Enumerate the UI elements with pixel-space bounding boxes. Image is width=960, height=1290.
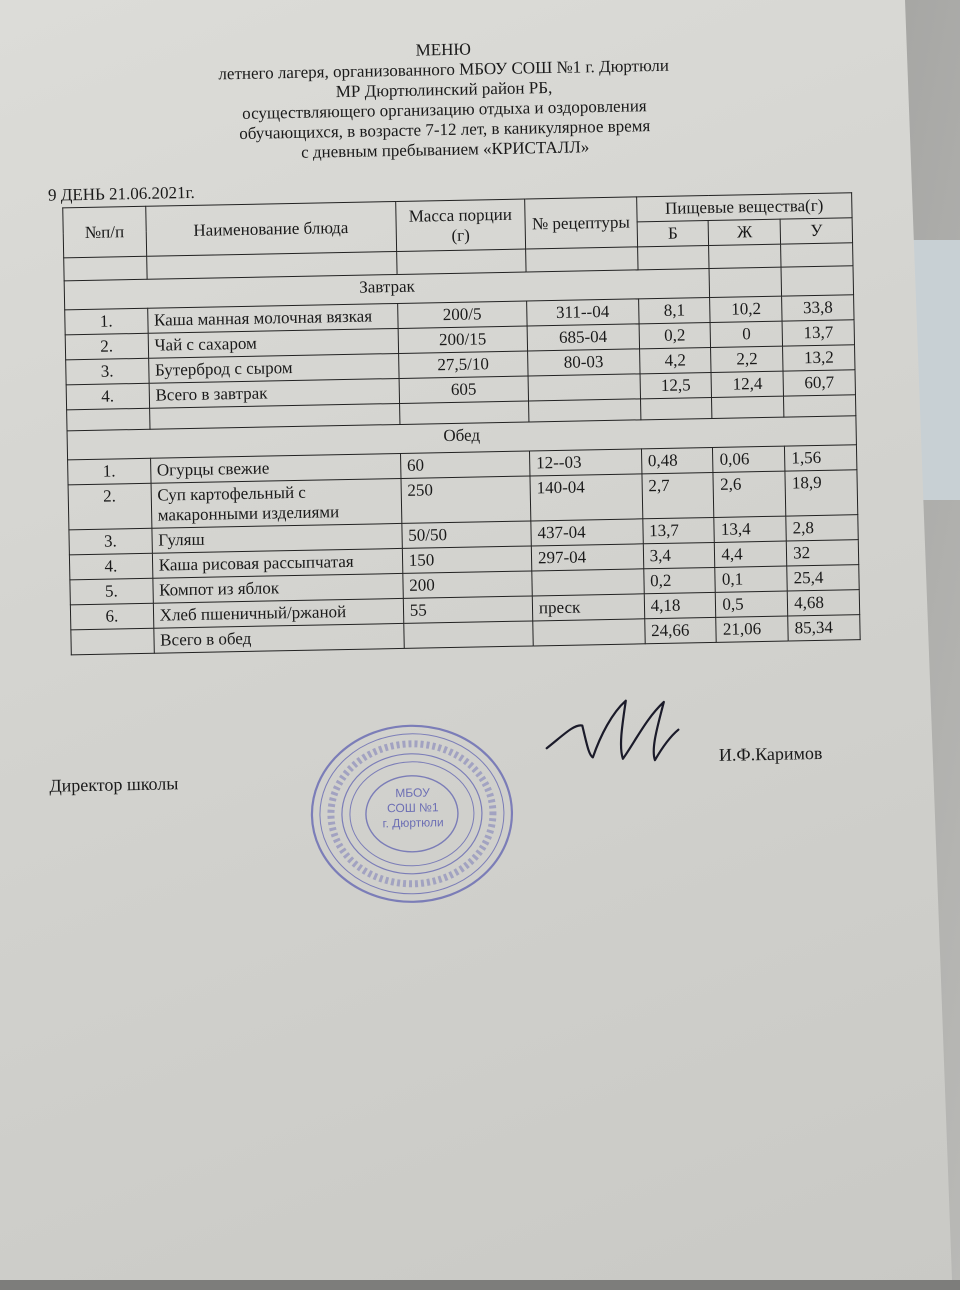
cell-z: 0,06 <box>713 446 785 472</box>
cell-num: 4. <box>66 383 149 410</box>
cell-u: 13,7 <box>782 320 854 346</box>
cell-num: 4. <box>69 553 152 580</box>
cell-name: Хлеб пшеничный/ржаной <box>153 598 404 628</box>
cell-u: 85,34 <box>788 615 860 641</box>
cell-b: 8,1 <box>638 297 710 323</box>
cell-recipe <box>528 374 640 401</box>
cell-u: 13,2 <box>783 345 855 371</box>
cell-z: 13,4 <box>714 516 786 542</box>
cell-u: 4,68 <box>787 590 859 616</box>
cell-mass: 200/15 <box>398 326 528 353</box>
cell-recipe: 685-04 <box>527 324 639 351</box>
cell-name: Всего в обед <box>153 623 404 653</box>
cell-u: 33,8 <box>782 295 854 321</box>
cell-z: 10,2 <box>710 296 782 322</box>
cell-b: 24,66 <box>644 617 716 643</box>
cell-mass: 60 <box>400 451 530 478</box>
header-line: осуществляющего организацию отдыха и оздоровления <box>242 96 647 123</box>
header-line: с дневным пребыванием «КРИСТАЛЛ» <box>300 137 590 162</box>
cell-recipe: 80-03 <box>528 349 640 376</box>
cell-name: Чай с сахаром <box>148 328 399 358</box>
cell-z: 0,1 <box>715 566 787 592</box>
cell-z: 21,06 <box>716 616 788 642</box>
cell-name: Гуляш <box>152 523 403 553</box>
cell-z: 2,6 <box>713 471 786 517</box>
cell-mass: 605 <box>399 376 529 403</box>
cell-recipe: 437-04 <box>531 519 643 546</box>
document-header <box>113 34 775 167</box>
cell-recipe: преск <box>532 594 644 621</box>
cell-num: 1. <box>68 458 151 485</box>
cell-u: 18,9 <box>785 470 858 516</box>
director-name: И.Ф.Каримов <box>718 742 823 765</box>
cell-mass <box>403 621 533 648</box>
cell-u: 60,7 <box>783 370 855 396</box>
signature-icon <box>542 693 694 776</box>
cell-b: 0,2 <box>643 567 715 593</box>
table-cell <box>709 267 781 297</box>
section-title: Обед <box>67 416 856 460</box>
cell-u: 32 <box>786 540 858 566</box>
section-title: Завтрак <box>64 268 710 309</box>
cell-z: 12,4 <box>711 371 783 397</box>
cell-num: 1. <box>65 308 148 335</box>
cell-z: 4,4 <box>715 541 787 567</box>
cell-name: Всего в завтрак <box>149 378 400 408</box>
cell-z: 0,5 <box>716 591 788 617</box>
cell-mass: 50/50 <box>402 521 532 548</box>
header-u: У <box>780 218 852 244</box>
cell-num: 3. <box>66 358 149 385</box>
stamp-line: МБОУ <box>395 785 430 801</box>
cell-b: 2,7 <box>642 472 715 518</box>
cell-recipe <box>533 619 645 646</box>
cell-b: 0,2 <box>639 322 711 348</box>
cell-name: Каша манная молочная вязкая <box>147 303 398 333</box>
cell-u: 25,4 <box>787 565 859 591</box>
header-line: обучающихся, в возрасте 7-12 лет, в каникулярное время <box>239 116 651 143</box>
cell-b: 4,18 <box>644 592 716 618</box>
director-label: Директор школы <box>49 773 179 796</box>
cell-b: 0,48 <box>641 447 713 473</box>
table-cell <box>781 266 853 296</box>
cell-mass: 27,5/10 <box>398 351 528 378</box>
stamp-text <box>367 785 458 832</box>
cell-recipe: 311--04 <box>527 299 639 326</box>
menu-table <box>62 192 860 655</box>
cell-num: 2. <box>68 483 151 530</box>
header-nutrients: Пищевые вещества(г) <box>636 193 852 222</box>
cell-name: Бутерброд с сыром <box>148 353 399 383</box>
header-b: Б <box>637 221 709 247</box>
header-recipe: № рецептуры <box>525 197 638 249</box>
header-z: Ж <box>709 219 781 245</box>
header-line: МР Дюртюлинский район РБ, <box>335 77 553 102</box>
cell-name: Огурцы свежие <box>150 453 401 483</box>
cell-b: 3,4 <box>643 542 715 568</box>
cell-z: 0 <box>710 321 782 347</box>
cell-mass: 250 <box>401 476 531 523</box>
cell-name: Компот из яблок <box>152 573 403 603</box>
cell-recipe: 140-04 <box>530 474 643 521</box>
header-num: №п/п <box>63 206 147 258</box>
cell-name: Суп картофельный с макаронными изделиями <box>151 478 402 528</box>
header-name: Наименование блюда <box>145 202 396 257</box>
cell-b: 13,7 <box>642 517 714 543</box>
stamp-line: г. Дюртюли <box>382 815 444 831</box>
header-title: МЕНЮ <box>415 39 472 60</box>
cell-z: 2,2 <box>711 346 783 372</box>
cell-num: 2. <box>65 333 148 360</box>
cell-mass: 55 <box>403 596 533 623</box>
day-label: 9 ДЕНЬ 21.06.2021г. <box>47 182 195 205</box>
cell-num <box>71 628 154 655</box>
cell-u: 2,8 <box>786 515 858 541</box>
cell-u: 1,56 <box>785 445 857 471</box>
cell-recipe <box>532 569 644 596</box>
cell-num: 6. <box>70 603 153 630</box>
cell-num: 3. <box>69 528 152 555</box>
cell-b: 12,5 <box>640 372 712 398</box>
header-line: летнего лагеря, организованного МБОУ СОШ №1 г. Дюртюли <box>218 55 670 84</box>
cell-mass: 150 <box>402 546 532 573</box>
stamp-line: СОШ №1 <box>386 800 439 816</box>
cell-b: 4,2 <box>639 347 711 373</box>
cell-name: Каша рисовая рассыпчатая <box>152 548 403 578</box>
header-mass: Масса порции (г) <box>395 199 525 251</box>
cell-num: 5. <box>70 578 153 605</box>
cell-mass: 200 <box>403 571 533 598</box>
cell-recipe: 12--03 <box>529 449 641 476</box>
cell-mass: 200/5 <box>397 301 527 328</box>
cell-recipe: 297-04 <box>531 544 643 571</box>
